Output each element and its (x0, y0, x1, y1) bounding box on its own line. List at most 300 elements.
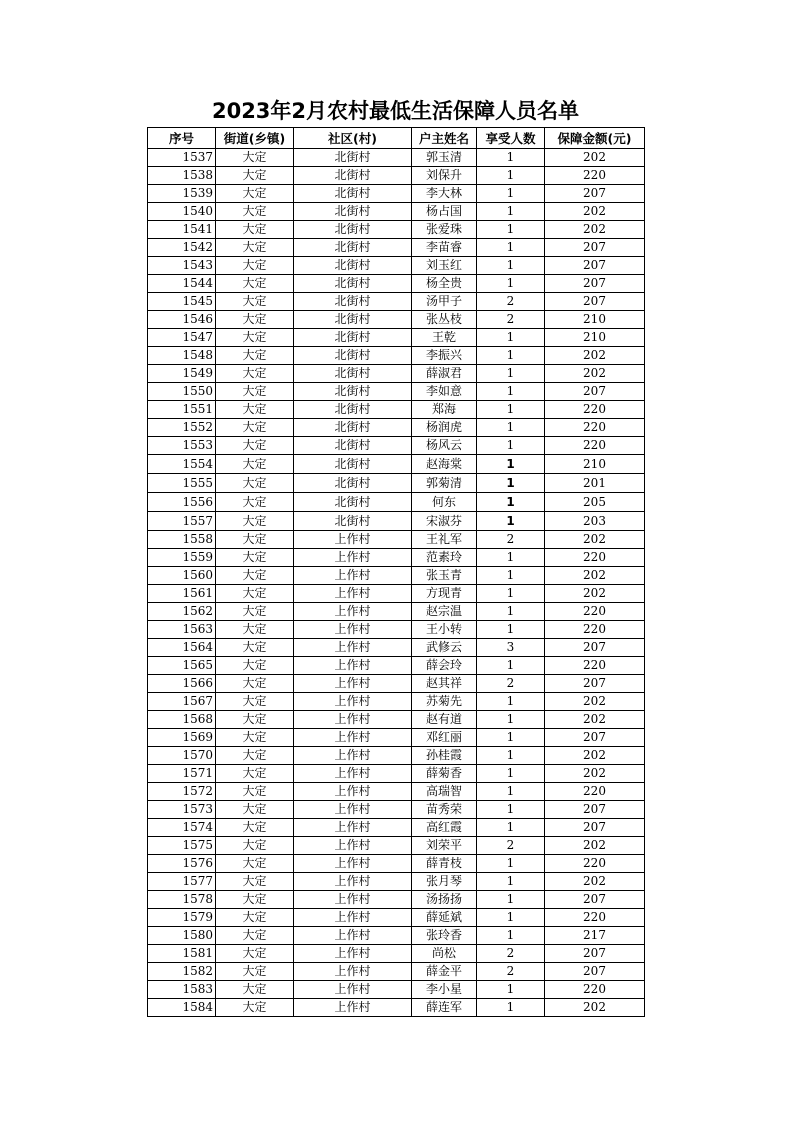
beneficiary-count-cell: 1 (477, 365, 545, 383)
table-row (148, 855, 645, 873)
community-cell: 上作村 (294, 603, 412, 621)
amount-cell: 202 (545, 873, 645, 891)
beneficiary-count-cell: 1 (477, 221, 545, 239)
beneficiary-count-cell: 1 (477, 185, 545, 203)
beneficiary-count-cell: 1 (477, 783, 545, 801)
amount-cell: 207 (545, 639, 645, 657)
seq-cell: 1568 (148, 711, 216, 729)
street-cell: 大定 (216, 621, 294, 639)
amount-cell: 220 (545, 437, 645, 455)
seq-cell: 1545 (148, 293, 216, 311)
seq-cell: 1555 (148, 474, 216, 493)
community-cell: 上作村 (294, 909, 412, 927)
table-row (148, 891, 645, 909)
beneficiary-count-cell: 1 (477, 999, 545, 1017)
household-head-cell: 薛延斌 (412, 909, 477, 927)
household-head-cell: 赵有道 (412, 711, 477, 729)
table-row (148, 401, 645, 419)
seq-cell: 1553 (148, 437, 216, 455)
seq-cell: 1580 (148, 927, 216, 945)
community-cell: 上作村 (294, 549, 412, 567)
community-cell: 上作村 (294, 963, 412, 981)
community-cell: 上作村 (294, 945, 412, 963)
household-head-cell: 高瑞智 (412, 783, 477, 801)
page-title: 2023年2月农村最低生活保障人员名单 (211, 99, 580, 123)
street-cell: 大定 (216, 747, 294, 765)
table-row (148, 819, 645, 837)
table-row (148, 365, 645, 383)
household-head-cell: 尚松 (412, 945, 477, 963)
seq-cell: 1577 (148, 873, 216, 891)
community-cell: 北街村 (294, 185, 412, 203)
community-cell: 北街村 (294, 365, 412, 383)
household-head-cell: 张爱珠 (412, 221, 477, 239)
household-head-cell: 苏菊先 (412, 693, 477, 711)
column-header-amount: 保障金额(元) (545, 128, 645, 149)
street-cell: 大定 (216, 275, 294, 293)
household-head-cell: 邓红丽 (412, 729, 477, 747)
column-header-household-head: 户主姓名 (412, 128, 477, 149)
amount-cell: 202 (545, 221, 645, 239)
beneficiary-count-cell: 1 (477, 693, 545, 711)
amount-cell: 210 (545, 329, 645, 347)
beneficiary-count-cell: 2 (477, 311, 545, 329)
table-row (148, 512, 645, 531)
beneficiary-count-cell: 1 (477, 855, 545, 873)
seq-cell: 1558 (148, 531, 216, 549)
amount-cell: 207 (545, 675, 645, 693)
beneficiary-count-cell: 2 (477, 531, 545, 549)
street-cell: 大定 (216, 567, 294, 585)
amount-cell: 202 (545, 203, 645, 221)
beneficiary-count-cell: 1 (477, 549, 545, 567)
column-header-seq: 序号 (148, 128, 216, 149)
community-cell: 上作村 (294, 639, 412, 657)
table-row (148, 603, 645, 621)
seq-cell: 1573 (148, 801, 216, 819)
community-cell: 北街村 (294, 437, 412, 455)
community-cell: 上作村 (294, 531, 412, 549)
table-row (148, 621, 645, 639)
community-cell: 上作村 (294, 927, 412, 945)
street-cell: 大定 (216, 873, 294, 891)
beneficiary-count-cell: 1 (477, 801, 545, 819)
amount-cell: 220 (545, 549, 645, 567)
household-head-cell: 方现青 (412, 585, 477, 603)
beneficiary-count-cell: 1 (477, 909, 545, 927)
street-cell: 大定 (216, 549, 294, 567)
beneficiary-count-cell: 1 (477, 747, 545, 765)
street-cell: 大定 (216, 239, 294, 257)
amount-cell: 202 (545, 711, 645, 729)
community-cell: 北街村 (294, 257, 412, 275)
amount-cell: 220 (545, 783, 645, 801)
amount-cell: 207 (545, 963, 645, 981)
community-cell: 上作村 (294, 567, 412, 585)
street-cell: 大定 (216, 891, 294, 909)
household-head-cell: 郭玉清 (412, 149, 477, 167)
column-header-street: 街道(乡镇) (216, 128, 294, 149)
amount-cell: 220 (545, 909, 645, 927)
table-row (148, 329, 645, 347)
household-head-cell: 李振兴 (412, 347, 477, 365)
street-cell: 大定 (216, 927, 294, 945)
street-cell: 大定 (216, 585, 294, 603)
household-head-cell: 孙桂霞 (412, 747, 477, 765)
table-row (148, 455, 645, 474)
seq-cell: 1567 (148, 693, 216, 711)
street-cell: 大定 (216, 329, 294, 347)
beneficiary-count-cell: 1 (477, 347, 545, 365)
household-head-cell: 薛菊香 (412, 765, 477, 783)
street-cell: 大定 (216, 783, 294, 801)
street-cell: 大定 (216, 512, 294, 531)
beneficiary-count-cell: 1 (477, 257, 545, 275)
street-cell: 大定 (216, 657, 294, 675)
street-cell: 大定 (216, 639, 294, 657)
community-cell: 上作村 (294, 693, 412, 711)
community-cell: 上作村 (294, 657, 412, 675)
household-head-cell: 刘玉红 (412, 257, 477, 275)
amount-cell: 202 (545, 149, 645, 167)
amount-cell: 207 (545, 801, 645, 819)
household-head-cell: 杨全贵 (412, 275, 477, 293)
household-head-cell: 范素玲 (412, 549, 477, 567)
seq-cell: 1559 (148, 549, 216, 567)
amount-cell: 207 (545, 185, 645, 203)
street-cell: 大定 (216, 693, 294, 711)
seq-cell: 1556 (148, 493, 216, 512)
amount-cell: 217 (545, 927, 645, 945)
street-cell: 大定 (216, 981, 294, 999)
beneficiary-count-cell: 1 (477, 275, 545, 293)
amount-cell: 220 (545, 855, 645, 873)
household-head-cell: 汤扬扬 (412, 891, 477, 909)
seq-cell: 1576 (148, 855, 216, 873)
community-cell: 上作村 (294, 855, 412, 873)
household-head-cell: 薛会玲 (412, 657, 477, 675)
community-cell: 北街村 (294, 512, 412, 531)
seq-cell: 1554 (148, 455, 216, 474)
street-cell: 大定 (216, 729, 294, 747)
community-cell: 北街村 (294, 419, 412, 437)
seq-cell: 1550 (148, 383, 216, 401)
household-head-cell: 杨占国 (412, 203, 477, 221)
community-cell: 北街村 (294, 239, 412, 257)
seq-cell: 1562 (148, 603, 216, 621)
seq-cell: 1542 (148, 239, 216, 257)
table-row (148, 729, 645, 747)
beneficiary-count-cell: 1 (477, 729, 545, 747)
beneficiary-count-cell: 1 (477, 203, 545, 221)
beneficiary-count-cell: 1 (477, 765, 545, 783)
community-cell: 北街村 (294, 474, 412, 493)
beneficiary-count-cell: 2 (477, 675, 545, 693)
table-row (148, 203, 645, 221)
seq-cell: 1578 (148, 891, 216, 909)
seq-cell: 1572 (148, 783, 216, 801)
amount-cell: 202 (545, 999, 645, 1017)
seq-cell: 1544 (148, 275, 216, 293)
beneficiary-count-cell: 1 (477, 981, 545, 999)
street-cell: 大定 (216, 257, 294, 275)
beneficiary-count-cell: 1 (477, 329, 545, 347)
beneficiary-count-cell: 1 (477, 819, 545, 837)
seq-cell: 1566 (148, 675, 216, 693)
beneficiary-count-cell: 1 (477, 711, 545, 729)
subsidy-roster-table (147, 127, 645, 1017)
community-cell: 上作村 (294, 585, 412, 603)
amount-cell: 207 (545, 729, 645, 747)
street-cell: 大定 (216, 474, 294, 493)
beneficiary-count-cell: 1 (477, 603, 545, 621)
table-row (148, 675, 645, 693)
community-cell: 北街村 (294, 347, 412, 365)
table-row (148, 275, 645, 293)
household-head-cell: 汤甲子 (412, 293, 477, 311)
community-cell: 北街村 (294, 275, 412, 293)
amount-cell: 207 (545, 891, 645, 909)
amount-cell: 210 (545, 311, 645, 329)
community-cell: 上作村 (294, 783, 412, 801)
community-cell: 北街村 (294, 329, 412, 347)
seq-cell: 1551 (148, 401, 216, 419)
table-row (148, 167, 645, 185)
street-cell: 大定 (216, 837, 294, 855)
table-row (148, 185, 645, 203)
household-head-cell: 薛连军 (412, 999, 477, 1017)
amount-cell: 202 (545, 747, 645, 765)
household-head-cell: 赵其祥 (412, 675, 477, 693)
amount-cell: 220 (545, 167, 645, 185)
household-head-cell: 高红霞 (412, 819, 477, 837)
seq-cell: 1561 (148, 585, 216, 603)
household-head-cell: 武修云 (412, 639, 477, 657)
beneficiary-count-cell: 1 (477, 657, 545, 675)
beneficiary-count-cell: 1 (477, 567, 545, 585)
household-head-cell: 刘保升 (412, 167, 477, 185)
amount-cell: 202 (545, 585, 645, 603)
household-head-cell: 赵宗温 (412, 603, 477, 621)
seq-cell: 1547 (148, 329, 216, 347)
table-row (148, 963, 645, 981)
household-head-cell: 薛淑君 (412, 365, 477, 383)
table-row (148, 437, 645, 455)
household-head-cell: 张玉青 (412, 567, 477, 585)
header-row (148, 128, 645, 149)
amount-cell: 201 (545, 474, 645, 493)
beneficiary-count-cell: 1 (477, 437, 545, 455)
seq-cell: 1569 (148, 729, 216, 747)
street-cell: 大定 (216, 167, 294, 185)
household-head-cell: 刘荣平 (412, 837, 477, 855)
table-row (148, 765, 645, 783)
seq-cell: 1549 (148, 365, 216, 383)
table-row (148, 999, 645, 1017)
table-row (148, 909, 645, 927)
seq-cell: 1584 (148, 999, 216, 1017)
community-cell: 上作村 (294, 675, 412, 693)
table-row (148, 419, 645, 437)
community-cell: 上作村 (294, 765, 412, 783)
table-row (148, 549, 645, 567)
beneficiary-count-cell: 1 (477, 167, 545, 185)
table-row (148, 945, 645, 963)
beneficiary-count-cell: 1 (477, 239, 545, 257)
community-cell: 上作村 (294, 729, 412, 747)
table-row (148, 693, 645, 711)
street-cell: 大定 (216, 711, 294, 729)
beneficiary-count-cell: 2 (477, 963, 545, 981)
amount-cell: 220 (545, 419, 645, 437)
seq-cell: 1546 (148, 311, 216, 329)
community-cell: 北街村 (294, 493, 412, 512)
seq-cell: 1560 (148, 567, 216, 585)
community-cell: 上作村 (294, 621, 412, 639)
table-row (148, 311, 645, 329)
household-head-cell: 何东 (412, 493, 477, 512)
seq-cell: 1557 (148, 512, 216, 531)
seq-cell: 1563 (148, 621, 216, 639)
community-cell: 上作村 (294, 801, 412, 819)
street-cell: 大定 (216, 149, 294, 167)
seq-cell: 1579 (148, 909, 216, 927)
household-head-cell: 赵海棠 (412, 455, 477, 474)
street-cell: 大定 (216, 963, 294, 981)
household-head-cell: 郑海 (412, 401, 477, 419)
amount-cell: 207 (545, 819, 645, 837)
community-cell: 上作村 (294, 891, 412, 909)
table-row (148, 711, 645, 729)
seq-cell: 1565 (148, 657, 216, 675)
seq-cell: 1564 (148, 639, 216, 657)
amount-cell: 207 (545, 239, 645, 257)
community-cell: 北街村 (294, 311, 412, 329)
amount-cell: 203 (545, 512, 645, 531)
community-cell: 北街村 (294, 401, 412, 419)
household-head-cell: 李苗睿 (412, 239, 477, 257)
household-head-cell: 杨风云 (412, 437, 477, 455)
street-cell: 大定 (216, 383, 294, 401)
street-cell: 大定 (216, 855, 294, 873)
street-cell: 大定 (216, 203, 294, 221)
community-cell: 北街村 (294, 149, 412, 167)
seq-cell: 1574 (148, 819, 216, 837)
street-cell: 大定 (216, 819, 294, 837)
table-row (148, 347, 645, 365)
seq-cell: 1539 (148, 185, 216, 203)
beneficiary-count-cell: 2 (477, 293, 545, 311)
seq-cell: 1581 (148, 945, 216, 963)
beneficiary-count-cell: 1 (477, 455, 545, 474)
street-cell: 大定 (216, 801, 294, 819)
beneficiary-count-cell: 1 (477, 419, 545, 437)
amount-cell: 210 (545, 455, 645, 474)
community-cell: 北街村 (294, 455, 412, 474)
beneficiary-count-cell: 3 (477, 639, 545, 657)
street-cell: 大定 (216, 909, 294, 927)
seq-cell: 1541 (148, 221, 216, 239)
column-header-community: 社区(村) (294, 128, 412, 149)
household-head-cell: 王乾 (412, 329, 477, 347)
street-cell: 大定 (216, 365, 294, 383)
seq-cell: 1537 (148, 149, 216, 167)
table-row (148, 657, 645, 675)
amount-cell: 207 (545, 257, 645, 275)
table-row (148, 585, 645, 603)
street-cell: 大定 (216, 455, 294, 474)
seq-cell: 1538 (148, 167, 216, 185)
community-cell: 上作村 (294, 747, 412, 765)
amount-cell: 202 (545, 765, 645, 783)
household-head-cell: 薛青枝 (412, 855, 477, 873)
seq-cell: 1575 (148, 837, 216, 855)
household-head-cell: 李小星 (412, 981, 477, 999)
beneficiary-count-cell: 1 (477, 493, 545, 512)
table-row (148, 531, 645, 549)
beneficiary-count-cell: 1 (477, 149, 545, 167)
street-cell: 大定 (216, 311, 294, 329)
street-cell: 大定 (216, 185, 294, 203)
table-row (148, 783, 645, 801)
beneficiary-count-cell: 1 (477, 401, 545, 419)
street-cell: 大定 (216, 999, 294, 1017)
table-row (148, 149, 645, 167)
household-head-cell: 郭菊清 (412, 474, 477, 493)
street-cell: 大定 (216, 419, 294, 437)
beneficiary-count-cell: 1 (477, 512, 545, 531)
street-cell: 大定 (216, 401, 294, 419)
beneficiary-count-cell: 2 (477, 945, 545, 963)
amount-cell: 220 (545, 621, 645, 639)
table-row (148, 747, 645, 765)
beneficiary-count-cell: 1 (477, 927, 545, 945)
street-cell: 大定 (216, 221, 294, 239)
table-row (148, 927, 645, 945)
table-row (148, 639, 645, 657)
community-cell: 北街村 (294, 203, 412, 221)
table-row (148, 221, 645, 239)
seq-cell: 1548 (148, 347, 216, 365)
community-cell: 上作村 (294, 873, 412, 891)
community-cell: 上作村 (294, 819, 412, 837)
seq-cell: 1543 (148, 257, 216, 275)
community-cell: 北街村 (294, 383, 412, 401)
amount-cell: 207 (545, 275, 645, 293)
seq-cell: 1570 (148, 747, 216, 765)
household-head-cell: 张玲香 (412, 927, 477, 945)
table-row (148, 293, 645, 311)
household-head-cell: 杨润虎 (412, 419, 477, 437)
seq-cell: 1582 (148, 963, 216, 981)
household-head-cell: 王礼军 (412, 531, 477, 549)
table-row (148, 257, 645, 275)
street-cell: 大定 (216, 531, 294, 549)
amount-cell: 202 (545, 347, 645, 365)
household-head-cell: 张丛枝 (412, 311, 477, 329)
beneficiary-count-cell: 1 (477, 621, 545, 639)
table-row (148, 567, 645, 585)
amount-cell: 207 (545, 945, 645, 963)
street-cell: 大定 (216, 765, 294, 783)
street-cell: 大定 (216, 437, 294, 455)
column-header-beneficiary-count: 享受人数 (477, 128, 545, 149)
amount-cell: 205 (545, 493, 645, 512)
seq-cell: 1583 (148, 981, 216, 999)
table-row (148, 383, 645, 401)
amount-cell: 220 (545, 981, 645, 999)
amount-cell: 202 (545, 693, 645, 711)
